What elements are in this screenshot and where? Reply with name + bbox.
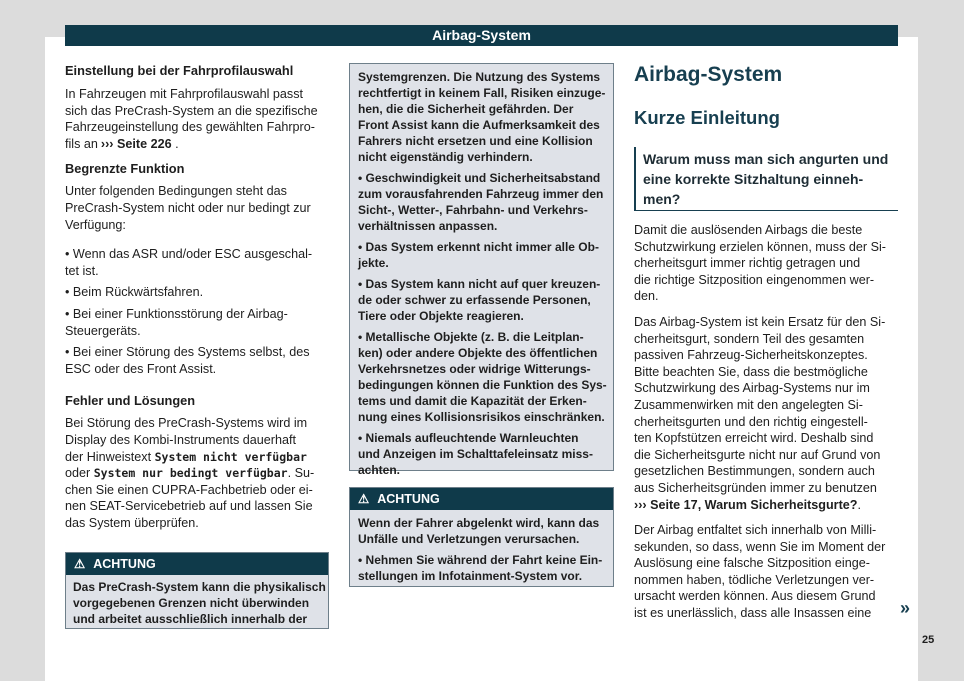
text: nung eines Kollisionsrisikos einschränken. xyxy=(358,410,605,424)
text-line xyxy=(358,292,605,308)
text: • Bei einer Störung des Systems selbst, des xyxy=(65,345,310,360)
text: die richtige Sitzposition eingenommen wer- xyxy=(634,272,875,287)
text-line xyxy=(634,539,900,556)
text-line xyxy=(634,347,900,364)
text: fils an xyxy=(65,136,98,151)
text: bedingungen können die Funktion des Sys- xyxy=(358,378,607,392)
text-line xyxy=(634,288,900,305)
list-item xyxy=(358,170,605,234)
text-line xyxy=(358,430,605,446)
warning-header xyxy=(350,488,613,510)
list-item xyxy=(65,306,330,339)
text-line xyxy=(358,133,605,149)
text: nommen haben, tödliche Verletzungen ver- xyxy=(634,572,875,587)
running-header: Airbag-System xyxy=(65,25,898,46)
text-line xyxy=(634,364,900,381)
text: Steuergeräts. xyxy=(65,323,141,338)
text-line xyxy=(65,284,330,301)
text: rechtfertigt in keinem Fall, Risiken einzuge- xyxy=(358,86,606,100)
warning-triangle-icon: ⚠ xyxy=(74,557,86,571)
text: achten. xyxy=(358,463,401,477)
text: • Niemals aufleuchtende Warnleuchten xyxy=(358,431,579,445)
text: Auslösung eine falsche Sitzposition einge- xyxy=(634,556,870,571)
text: ten Kopfstützen erreicht wird. Deshalb sind xyxy=(634,431,874,446)
text: chen Sie einen CUPRA-Fachbetrieb oder ei- xyxy=(65,482,313,497)
text-line xyxy=(65,263,330,280)
text-line xyxy=(65,246,330,263)
question-heading xyxy=(634,147,898,211)
text-line xyxy=(65,136,330,153)
text: de oder schwer zu erfassende Personen, xyxy=(358,293,591,307)
text-line xyxy=(65,498,330,515)
text: und Anzeigen im Schalttafeleinsatz miss- xyxy=(358,447,593,461)
text-line xyxy=(634,255,900,272)
list-item xyxy=(358,276,605,324)
text-line xyxy=(358,329,605,345)
text: • Bei einer Funktionsstörung der Airbag- xyxy=(65,306,288,321)
monospace-message: System nur bedingt verfügbar xyxy=(93,466,288,481)
page-reference-link[interactable]: ››› Seite 17, Warum Sicherheitsgurte? xyxy=(634,497,858,512)
text: tet ist. xyxy=(65,263,99,278)
text-line xyxy=(65,306,330,323)
text-line xyxy=(634,331,900,348)
text: hen, die die Sicherheit gefährden. Der xyxy=(358,102,574,116)
text: Unter folgenden Bedingungen steht das xyxy=(65,184,287,199)
text: passiven Fahrzeug-Sicherheitskonzeptes. xyxy=(634,348,868,363)
text: tems und damit die Kapazität der Erken- xyxy=(358,394,587,408)
list-item xyxy=(65,284,330,301)
text-line xyxy=(65,361,330,378)
paragraph xyxy=(634,522,900,622)
continued-arrow-icon: » xyxy=(900,598,911,618)
text-line xyxy=(643,169,898,189)
list-item xyxy=(65,344,330,377)
text: die Sicherheitsgurte nicht nur auf Grund von xyxy=(634,447,881,462)
section-subtitle: Kurze Einleitung xyxy=(634,107,780,128)
text-line xyxy=(358,308,605,324)
text-line xyxy=(358,377,605,393)
text-line xyxy=(358,276,605,292)
text: vorgegebenen Grenzen nicht überwinden xyxy=(73,596,310,610)
warning-box xyxy=(349,487,614,587)
text: • Metallische Objekte (z. B. die Leitplan- xyxy=(358,330,584,344)
text: • Geschwindigkeit und Sicherheitsabstand xyxy=(358,171,601,185)
text: Systemgrenzen. Die Nutzung des Systems xyxy=(358,70,601,84)
section-title: Airbag-System xyxy=(634,63,783,86)
text: den. xyxy=(634,289,659,304)
text: cherheitsgurt immer richtig getragen und xyxy=(634,256,861,271)
text: • Wenn das ASR und/oder ESC ausgeschal- xyxy=(65,247,313,262)
heading-fahrprofil: Einstellung bei der Fahrprofilauswahl xyxy=(65,63,294,78)
text: Wenn der Fahrer abgelenkt wird, kann das xyxy=(358,516,600,530)
text-line xyxy=(358,393,605,409)
text-line xyxy=(634,555,900,572)
text: Bitte beachten Sie, dass die bestmögliche xyxy=(634,364,868,379)
text-line xyxy=(358,101,605,117)
text-line xyxy=(65,200,330,217)
text-line xyxy=(73,579,326,595)
text-line xyxy=(358,239,605,255)
text-line xyxy=(358,446,605,462)
text: ursacht werden können. Aus diesem Grund xyxy=(634,589,876,604)
text: cherheitsgurten und den richtig eingestell- xyxy=(634,414,868,429)
text: sekunden, so dass, wenn Sie im Moment der xyxy=(634,539,886,554)
text-line xyxy=(634,272,900,289)
text: ken) oder andere Objekte des öffentlichen xyxy=(358,346,598,360)
text-line xyxy=(358,255,605,271)
text-line xyxy=(358,69,605,85)
list-item xyxy=(358,239,605,271)
text: In Fahrzeugen mit Fahrprofilauswahl passt xyxy=(65,87,303,101)
page-reference-link[interactable]: ››› Seite 226 xyxy=(100,136,172,151)
column-1 xyxy=(65,63,330,540)
text: Der Airbag entfaltet sich innerhalb von Milli- xyxy=(634,523,877,538)
text-line xyxy=(634,522,900,539)
text-line xyxy=(634,314,900,331)
text: Schutzwirkung des Airbag-Systems nur im xyxy=(634,381,870,396)
list-item xyxy=(358,329,605,425)
text: Das PreCrash-System kann die physikalisch xyxy=(73,580,326,594)
text-line xyxy=(634,239,900,256)
text-line xyxy=(634,480,900,497)
heading-begrenzte-funktion: Begrenzte Funktion xyxy=(65,161,185,177)
paragraph xyxy=(65,86,330,152)
text: nen SEAT-Servicebetrieb auf und lassen Sie xyxy=(65,499,313,514)
warning-text xyxy=(350,510,613,594)
text-line xyxy=(358,218,605,234)
warning-text xyxy=(66,575,328,631)
warning-label: ACHTUNG xyxy=(93,557,156,571)
text-line xyxy=(65,86,330,103)
text: Verfügung: xyxy=(65,217,126,232)
text-line xyxy=(65,482,330,499)
text: Das Airbag-System ist kein Ersatz für den Si- xyxy=(634,314,886,329)
text-line xyxy=(634,463,900,480)
text-line xyxy=(358,409,605,425)
text-line xyxy=(358,552,605,568)
text-line xyxy=(65,183,330,200)
text-line xyxy=(358,531,605,547)
text-line xyxy=(634,447,900,464)
warning-label: ACHTUNG xyxy=(377,492,440,506)
text: • Das System erkennt nicht immer alle Ob- xyxy=(358,240,599,254)
text-line xyxy=(73,611,321,627)
text: ESC oder des Front Assist. xyxy=(65,361,217,376)
list-item xyxy=(65,246,330,279)
text-line xyxy=(358,462,605,478)
text: Fahrers nicht ersetzen und eine Kollision xyxy=(358,134,593,148)
text-line xyxy=(358,170,605,186)
list-item xyxy=(358,430,605,478)
text: gesetzlichen Bestimmungen, sondern auch xyxy=(634,464,875,479)
text: Schutzwirkung erzielen können, muss der Si- xyxy=(634,239,886,254)
text-line xyxy=(358,345,605,361)
text-line xyxy=(358,117,605,133)
text-line xyxy=(65,103,330,120)
text: jekte. xyxy=(358,256,389,270)
monospace-message: System nicht verfügbar xyxy=(154,449,307,464)
text-line xyxy=(65,432,330,449)
text: zum vorausfahrenden Fahrzeug immer den xyxy=(358,187,604,201)
text-line xyxy=(634,414,900,431)
text: Bei Störung des PreCrash-Systems wird im xyxy=(65,416,308,431)
warning-header xyxy=(66,553,328,575)
text-line xyxy=(634,572,900,589)
text: ist es unerlässlich, dass alle Insassen eine xyxy=(634,606,872,621)
text: das System überprüfen. xyxy=(65,515,199,530)
text: Unfälle und Verletzungen verursachen. xyxy=(358,532,580,546)
text: . Su- xyxy=(287,466,315,481)
text: aus Sicherheitsgründen immer zu benutzen xyxy=(634,480,877,495)
text-line xyxy=(358,186,605,202)
text: nicht eigenständig verhindern. xyxy=(358,150,533,164)
text-line xyxy=(643,189,898,209)
text: Zusammenwirken mit den angelegten Si- xyxy=(634,397,863,412)
text-line xyxy=(634,497,900,514)
warning-triangle-icon: ⚠ xyxy=(358,492,370,506)
text: verhältnissen anpassen. xyxy=(358,219,498,233)
text-line xyxy=(358,515,605,531)
warning-continued-box xyxy=(349,63,614,477)
text: Warum muss man sich angurten und xyxy=(643,151,889,167)
text: men? xyxy=(643,191,681,207)
text: Verkehrsnetzes oder widrige Witterungs- xyxy=(358,362,591,376)
text-line xyxy=(65,344,330,361)
text-line xyxy=(65,465,330,482)
text-line xyxy=(65,217,330,234)
text: . xyxy=(171,136,179,151)
text: Front Assist kann die Aufmerksamkeit des xyxy=(358,118,600,132)
text-line xyxy=(65,119,330,136)
text-line xyxy=(65,323,330,340)
text: oder xyxy=(65,466,94,481)
warning-box xyxy=(65,552,329,629)
text: Sicht-, Wetter-, Fahrbahn- und Verkehrs- xyxy=(358,203,588,217)
text-line xyxy=(634,588,900,605)
text-line xyxy=(643,149,898,169)
text: • Das System kann nicht auf quer kreuzen- xyxy=(358,277,601,291)
text-line xyxy=(358,568,605,584)
text-line xyxy=(358,85,605,101)
text-line xyxy=(65,449,330,466)
text: Display des Kombi-Instruments dauerhaft xyxy=(65,432,296,447)
text: • Beim Rückwärtsfahren. xyxy=(65,285,204,300)
text-line xyxy=(65,515,330,532)
text: Damit die auslösenden Airbags die beste xyxy=(634,223,863,237)
text-line xyxy=(65,415,330,432)
text: stellungen im Infotainment-System vor. xyxy=(358,569,583,583)
text-line xyxy=(358,361,605,377)
paragraph xyxy=(65,415,330,531)
paragraph xyxy=(634,222,900,305)
list-item xyxy=(358,552,605,584)
text-line xyxy=(73,595,321,611)
text: sich das PreCrash-System an die spezifische xyxy=(65,103,318,118)
paragraph xyxy=(358,515,605,547)
paragraph xyxy=(358,69,605,165)
text-line xyxy=(634,397,900,414)
text: . xyxy=(857,497,861,512)
text: Fahrzeugeinstellung des gewählten Fahrpro- xyxy=(65,120,315,135)
heading-fehler: Fehler und Lösungen xyxy=(65,393,196,409)
text-line xyxy=(358,149,605,165)
text: der Hinweistext xyxy=(65,449,155,464)
column-3-body xyxy=(634,222,900,631)
text-line xyxy=(358,202,605,218)
text: eine korrekte Sitzhaltung einneh- xyxy=(643,171,864,187)
text: und arbeitet ausschließlich innerhalb der xyxy=(73,612,308,626)
paragraph xyxy=(65,183,330,233)
paragraph xyxy=(634,314,900,513)
text: PreCrash-System nicht oder nur bedingt zur xyxy=(65,200,311,215)
text-line xyxy=(634,430,900,447)
text: cherheitsgurt, sondern Teil des gesamten xyxy=(634,331,865,346)
page-number: 25 xyxy=(922,634,935,646)
text-line xyxy=(634,222,900,239)
text: Tiere oder Objekte reagieren. xyxy=(358,309,524,323)
text-line xyxy=(634,380,900,397)
text-line xyxy=(634,605,900,622)
text: • Nehmen Sie während der Fahrt keine Ein- xyxy=(358,553,603,567)
